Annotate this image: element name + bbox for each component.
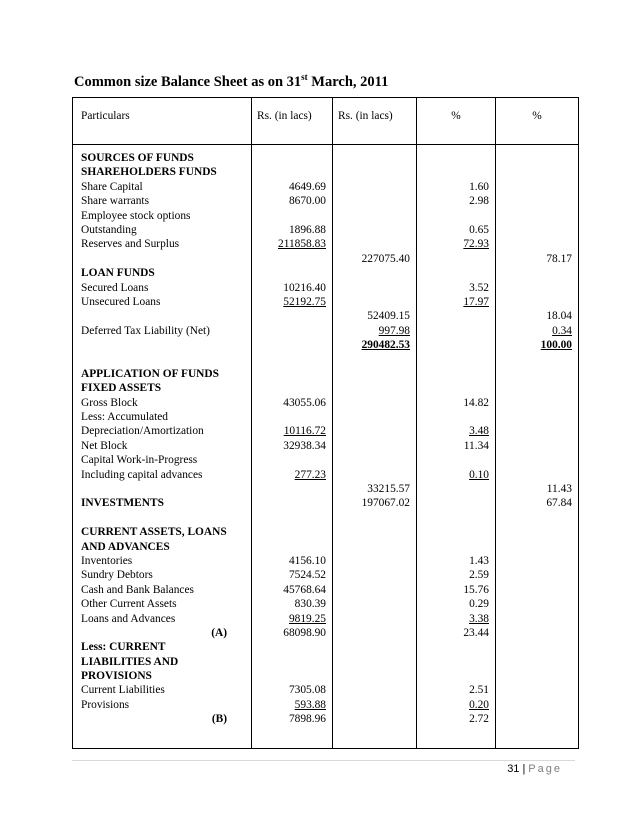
row-value: 2.72 [469, 713, 489, 726]
row-value [496, 640, 578, 654]
row-label: PROVISIONS [81, 670, 152, 683]
row-value: 830.39 [294, 598, 326, 611]
row-value: 3.52 [469, 281, 489, 294]
row-value [496, 540, 578, 554]
row-value [417, 525, 495, 539]
row-value: 18.04 [546, 310, 572, 323]
row-value [333, 568, 416, 582]
row-value [333, 712, 416, 726]
row-value [333, 655, 416, 669]
row-value [496, 352, 578, 366]
row-value [333, 597, 416, 611]
row-value [333, 381, 416, 395]
row-value [496, 698, 578, 712]
row-value: 43055.06 [283, 396, 326, 409]
row-value [417, 165, 495, 179]
row-value: 67.84 [546, 497, 572, 510]
row-value [333, 669, 416, 683]
row-value [417, 482, 495, 496]
row-value [417, 309, 495, 323]
row-value [333, 367, 416, 381]
row-label [73, 309, 251, 323]
row-value: 3.48 [469, 425, 489, 438]
row-label: Sundry Debtors [81, 569, 153, 582]
row-value: 3.38 [469, 612, 489, 625]
row-value [252, 640, 332, 654]
row-value [333, 468, 416, 482]
row-value: 52409.15 [367, 310, 410, 323]
header-particulars: Particulars [73, 98, 252, 145]
row-value [252, 266, 332, 280]
row-value [252, 496, 332, 510]
row-value [333, 540, 416, 554]
row-value [417, 367, 495, 381]
row-value [333, 453, 416, 467]
table-header-row [73, 98, 579, 145]
title-rest: March, 2011 [307, 74, 389, 90]
row-label [73, 352, 251, 366]
row-label: Including capital advances [81, 468, 203, 481]
row-value [252, 165, 332, 179]
row-value [496, 410, 578, 424]
header-rs-in-lacs-2: Rs. (in lacs) [333, 98, 417, 145]
row-value [333, 396, 416, 410]
row-value [496, 525, 578, 539]
row-value: 9819.25 [288, 612, 326, 625]
row-value: 197067.02 [361, 497, 410, 510]
row-value [496, 151, 578, 165]
percent-column-1 [417, 145, 496, 749]
row-value: 15.76 [463, 583, 489, 596]
row-value: 1896.88 [288, 223, 326, 236]
row-value [333, 640, 416, 654]
row-value [333, 554, 416, 568]
row-value [333, 410, 416, 424]
row-value: 11.43 [546, 482, 572, 495]
row-value [496, 511, 578, 525]
row-value [496, 194, 578, 208]
row-label: Unsecured Loans [81, 295, 161, 308]
row-value: 0.29 [469, 598, 489, 611]
row-value [333, 180, 416, 194]
row-label: Other Current Assets [81, 598, 177, 611]
row-value [496, 295, 578, 309]
row-value [333, 194, 416, 208]
row-value: 10116.72 [283, 425, 326, 438]
row-value [252, 252, 332, 266]
row-value: 72.93 [463, 238, 489, 251]
header-percent-2: % [496, 98, 579, 145]
row-value [417, 252, 495, 266]
row-value [496, 165, 578, 179]
row-label: INVESTMENTS [81, 497, 164, 510]
row-label: Current Liabilities [81, 684, 165, 697]
page-number [507, 763, 562, 775]
title-main: Common size Balance Sheet as on 31 [74, 74, 302, 90]
row-label: Inventories [81, 554, 133, 567]
row-value [496, 554, 578, 568]
row-value [496, 655, 578, 669]
row-value [417, 381, 495, 395]
row-value [333, 281, 416, 295]
row-value: 7305.08 [288, 684, 326, 697]
row-value [417, 324, 495, 338]
row-value [252, 352, 332, 366]
row-value [417, 338, 495, 352]
row-value [496, 597, 578, 611]
row-value [417, 266, 495, 280]
row-value: 7898.96 [288, 713, 326, 726]
row-value [417, 640, 495, 654]
row-value: 68098.90 [283, 626, 326, 639]
row-label: Net Block [81, 439, 128, 452]
row-label: LOAN FUNDS [81, 267, 155, 280]
row-value: 211858.83 [278, 238, 326, 251]
row-value: 14.82 [463, 396, 489, 409]
row-value: 290482.53 [361, 339, 410, 352]
row-value: 7524.52 [288, 569, 326, 582]
row-value [252, 338, 332, 352]
row-value [333, 525, 416, 539]
row-label: APPLICATION OF FUNDS [81, 367, 219, 380]
row-value [496, 180, 578, 194]
row-label: SOURCES OF FUNDS [81, 152, 194, 164]
row-value [333, 583, 416, 597]
row-value: 32938.34 [283, 439, 326, 452]
row-label: CURRENT ASSETS, LOANS [81, 526, 227, 539]
page-number-value: 31 [507, 763, 520, 775]
row-label: Less: Accumulated [81, 411, 168, 424]
row-value: 4649.69 [288, 180, 326, 193]
row-value: 0.34 [552, 324, 572, 337]
row-value: 10216.40 [283, 281, 326, 294]
row-value: 0.65 [469, 223, 489, 236]
row-value [333, 223, 416, 237]
row-value [417, 352, 495, 366]
row-value [496, 626, 578, 640]
row-value: 52192.75 [283, 295, 326, 308]
row-value [252, 381, 332, 395]
row-label: LIABILITIES AND [81, 655, 179, 668]
balance-sheet-table [72, 97, 579, 749]
row-label: (B) [211, 713, 227, 726]
row-value [333, 165, 416, 179]
row-value [496, 683, 578, 697]
title-ordinal-suffix: st [301, 72, 308, 83]
row-value [496, 612, 578, 626]
row-value [252, 525, 332, 539]
row-label [73, 338, 251, 352]
row-value [252, 482, 332, 496]
row-value [417, 511, 495, 525]
row-value [496, 223, 578, 237]
row-value [333, 209, 416, 223]
row-value [333, 698, 416, 712]
row-label: Loans and Advances [81, 612, 176, 625]
row-label: FIXED ASSETS [81, 382, 162, 395]
row-value: 8670.00 [288, 195, 326, 208]
rs-in-lacs-column-2 [333, 145, 417, 749]
row-value [417, 655, 495, 669]
row-value [417, 496, 495, 510]
row-value [333, 352, 416, 366]
row-value [496, 396, 578, 410]
header-percent-1: % [417, 98, 496, 145]
row-value: 2.98 [469, 195, 489, 208]
row-value [252, 151, 332, 165]
row-label: (A) [211, 626, 227, 639]
row-value [496, 568, 578, 582]
row-label: Capital Work-in-Progress [81, 454, 198, 467]
row-value: 0.20 [469, 698, 489, 711]
row-value [333, 439, 416, 453]
row-value [417, 151, 495, 165]
row-value [496, 381, 578, 395]
row-label [73, 511, 251, 525]
row-value [333, 626, 416, 640]
row-label: Cash and Bank Balances [81, 583, 194, 596]
row-value: 997.98 [378, 324, 410, 337]
row-label: Secured Loans [81, 281, 149, 294]
row-label: Provisions [81, 698, 130, 711]
row-value [333, 511, 416, 525]
row-label: Reserves and Surplus [81, 238, 180, 251]
row-value: 23.44 [463, 626, 489, 639]
row-label [73, 252, 251, 266]
row-value [252, 655, 332, 669]
row-value: 4156.10 [288, 554, 326, 567]
row-value [252, 511, 332, 525]
row-value [333, 683, 416, 697]
row-value [417, 410, 495, 424]
row-value [333, 612, 416, 626]
row-value: 78.17 [546, 252, 572, 265]
row-value [252, 309, 332, 323]
row-value: 0.10 [469, 468, 489, 481]
page-title [74, 74, 388, 91]
row-value [333, 237, 416, 251]
row-value [496, 669, 578, 683]
row-value: 100.00 [540, 339, 572, 352]
row-label: AND ADVANCES [81, 540, 170, 553]
percent-column-2 [496, 145, 579, 749]
row-label: Employee stock options [81, 209, 191, 222]
row-value [417, 540, 495, 554]
row-value [252, 324, 332, 338]
table-body-row [73, 145, 579, 749]
row-value [496, 281, 578, 295]
row-value [252, 209, 332, 223]
row-value [252, 367, 332, 381]
row-value: 227075.40 [361, 252, 410, 265]
header-rs-in-lacs-1: Rs. (in lacs) [252, 98, 333, 145]
row-value: 33215.57 [367, 482, 410, 495]
row-value [252, 669, 332, 683]
row-value [417, 669, 495, 683]
row-value: 45768.64 [283, 583, 326, 596]
row-value [496, 468, 578, 482]
row-label: Share Capital [81, 180, 143, 193]
row-value: 1.43 [469, 554, 489, 567]
row-value [417, 453, 495, 467]
page-number-separator: | [522, 763, 526, 775]
row-value [496, 439, 578, 453]
row-label: SHAREHOLDERS FUNDS [81, 166, 217, 179]
row-value [252, 540, 332, 554]
row-value: 11.34 [463, 439, 489, 452]
row-label: Share warrants [81, 195, 149, 208]
row-value: 2.51 [469, 684, 489, 697]
row-label: Gross Block [81, 396, 138, 409]
footer-divider [72, 760, 575, 761]
row-value [496, 367, 578, 381]
row-label: Deferred Tax Liability (Net) [81, 324, 210, 337]
particulars-column [73, 145, 252, 749]
row-value [333, 424, 416, 438]
row-label [73, 482, 251, 496]
row-label: Depreciation/Amortization [81, 425, 204, 438]
row-value [496, 712, 578, 726]
row-value [252, 410, 332, 424]
row-value [496, 453, 578, 467]
row-value: 17.97 [463, 295, 489, 308]
row-value [252, 453, 332, 467]
row-value [496, 266, 578, 280]
row-label: Less: CURRENT [81, 641, 166, 654]
row-value [496, 424, 578, 438]
rs-in-lacs-column-1 [252, 145, 333, 749]
row-value: 277.23 [294, 468, 326, 481]
row-value: 593.88 [294, 698, 326, 711]
row-value [333, 151, 416, 165]
row-value [333, 266, 416, 280]
row-value [496, 237, 578, 251]
page-word: Page [528, 763, 562, 775]
row-label: Outstanding [81, 223, 137, 236]
row-value [333, 295, 416, 309]
row-value: 2.59 [469, 569, 489, 582]
row-value: 1.60 [469, 180, 489, 193]
row-value [417, 209, 495, 223]
row-value [496, 583, 578, 597]
row-value [496, 209, 578, 223]
